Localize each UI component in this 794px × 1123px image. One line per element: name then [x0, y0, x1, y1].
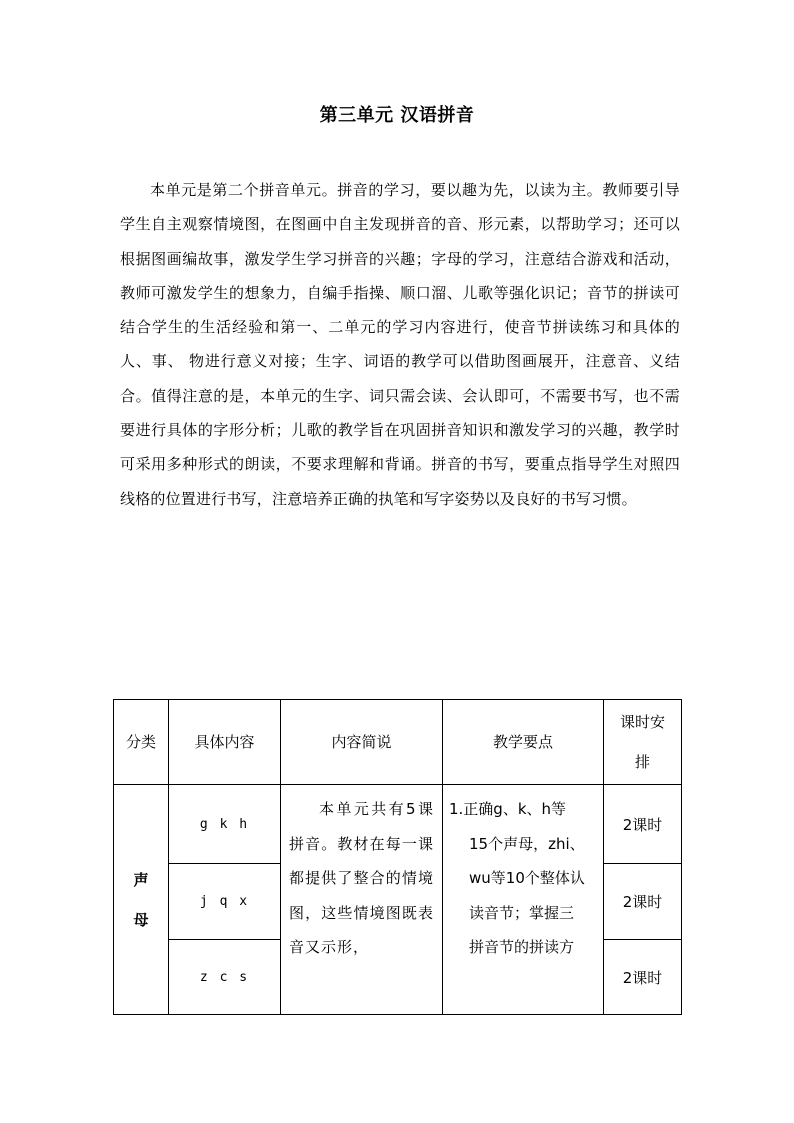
hours-cell: 2课时	[604, 785, 682, 864]
points-cell	[443, 785, 604, 1015]
header-category: 分类	[114, 700, 169, 785]
header-summary: 内容简说	[281, 700, 443, 785]
category-char-1: 声	[133, 870, 149, 889]
content-cell: j q x	[169, 864, 281, 940]
table-header-row	[114, 700, 682, 785]
document-title: 第三单元 汉语拼音	[319, 105, 475, 126]
points-line: 拼音节的拼读方	[469, 938, 575, 956]
header-points: 教学要点	[443, 700, 604, 785]
points-line: 15个声母，zhi、	[469, 834, 585, 853]
summary-text: 本单元共有5课拼音。教材在每一课都提供了整合的情境图，这些情境图既表音又示形，	[289, 800, 434, 956]
hours-cell: 2课时	[604, 940, 682, 1015]
header-hours-line1: 课时安	[619, 713, 665, 731]
points-line: 读音节；掌握三	[469, 903, 575, 922]
summary-cell	[281, 785, 443, 1015]
content-cell: z c s	[169, 940, 281, 1015]
points-line: 1.正确g、k、h等	[449, 800, 567, 818]
content-cell: g k h	[169, 785, 281, 864]
points-line: wu等10个整体认	[469, 869, 585, 887]
category-cell	[114, 785, 169, 1015]
header-hours-line2: 排	[634, 753, 650, 771]
table-row	[114, 785, 682, 864]
lesson-plan-table	[113, 699, 682, 1015]
hours-cell: 2课时	[604, 864, 682, 940]
points-text	[443, 792, 603, 965]
intro-paragraph: 本单元是第二个拼音单元。拼音的学习，要以趣为先，以读为主。教师要引导学生自主观察情境图，在图画中自主发现拼音的音、形元素，以帮助学习；还可以根据图画编故事，激发学生学习拼音的兴趣；字母的学习，注意结合游戏和活动，教师可激发学生的想象力，自编手指操、顺口溜、儿歌等强化识记；音节的拼读可结合学生的生活经验和第一、二单元的学习内容进行，使音节拼读练习和具体的人、事、 物进行意义对接；生字、词语的教学可以借助图画展开，注意音、义结合。值得注意的是，本单元的生字、词只需会读、会认即可，不需要书写，也不需要进行具体的字形分析；儿歌的教学旨在巩固拼音知识和激发学习的兴趣，教学时可采用多种形式的朗读，不要求理解和背诵。拼音的书写，要重点指导学生对照四线格的位置进行书写，注意培养正确的执笔和写字姿势以及良好的书写习惯。	[120, 181, 680, 508]
header-hours	[604, 700, 682, 785]
header-content: 具体内容	[169, 700, 281, 785]
category-char-2: 母	[133, 910, 149, 929]
